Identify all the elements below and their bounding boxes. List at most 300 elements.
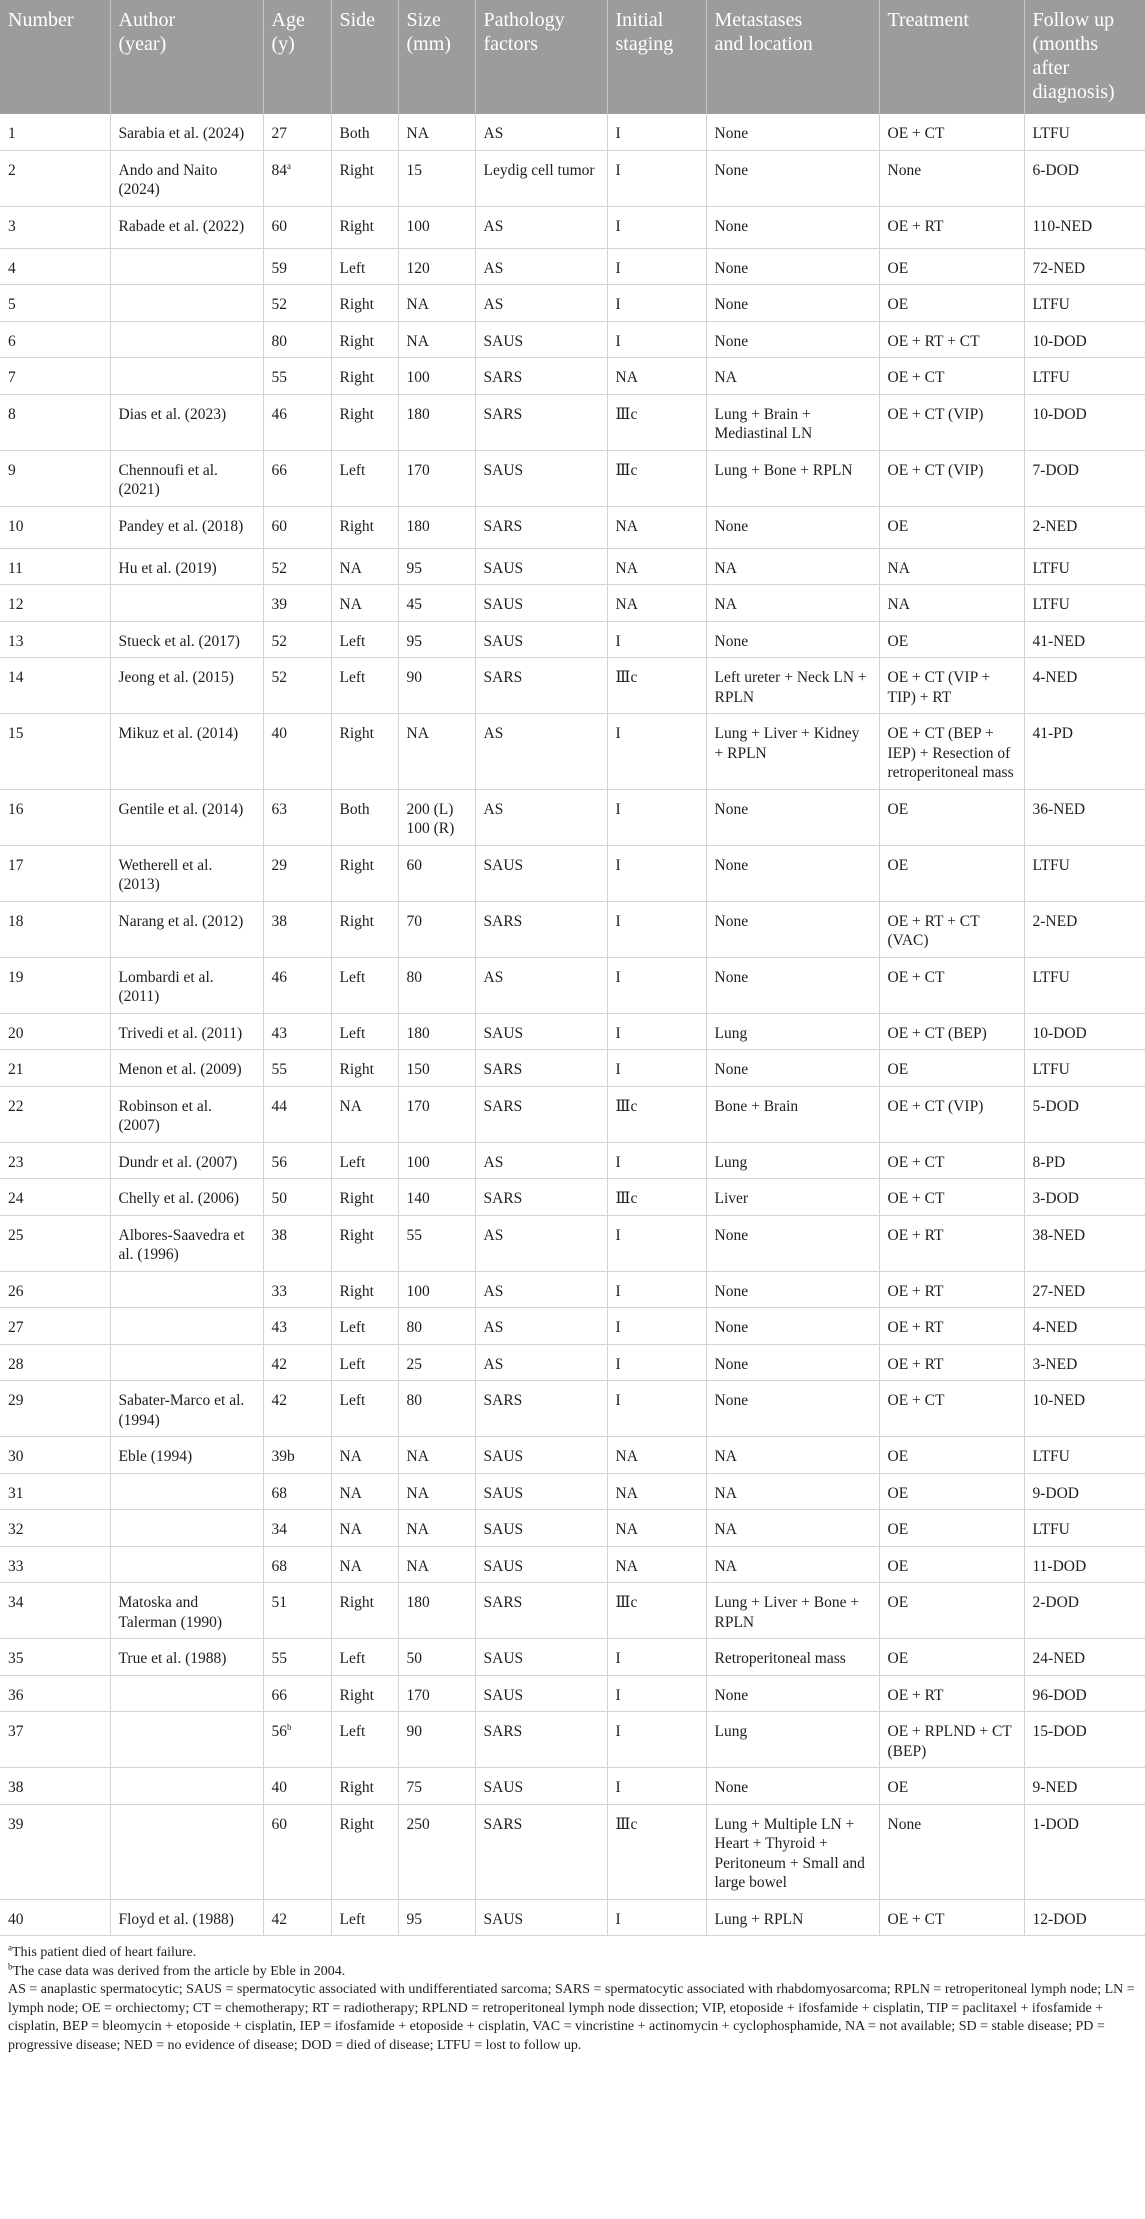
cell-age bbox=[263, 845, 331, 901]
cell-size: 95 bbox=[398, 1899, 475, 1936]
cell-treatment: OE + CT (BEP) bbox=[879, 1013, 1024, 1050]
cell-pathology: SARS bbox=[475, 1804, 607, 1899]
cell-staging: Ⅲc bbox=[607, 450, 706, 506]
cell-side: Left bbox=[331, 1344, 398, 1381]
cell-treatment: OE + CT (VIP + TIP) + RT bbox=[879, 658, 1024, 714]
age-value: 52 bbox=[271, 669, 287, 686]
table-row bbox=[0, 1510, 1145, 1547]
table-row bbox=[0, 1344, 1145, 1381]
table-row bbox=[0, 358, 1145, 395]
cell-treatment: OE bbox=[879, 1473, 1024, 1510]
cell-staging: NA bbox=[607, 506, 706, 548]
cell-metastases: NA bbox=[706, 548, 879, 585]
cell-followup: LTFU bbox=[1024, 285, 1145, 322]
age-value: 27 bbox=[271, 125, 287, 142]
cell-side: Right bbox=[331, 1583, 398, 1639]
cell-age bbox=[263, 1142, 331, 1179]
cell-number: 13 bbox=[0, 621, 110, 658]
cell-metastases: None bbox=[706, 150, 879, 206]
cell-followup: 36-NED bbox=[1024, 789, 1145, 845]
age-value: 42 bbox=[271, 1355, 287, 1373]
table-row bbox=[0, 150, 1145, 206]
cell-number: 16 bbox=[0, 789, 110, 845]
table-row bbox=[0, 1583, 1145, 1639]
table-row bbox=[0, 1639, 1145, 1676]
cell-number: 29 bbox=[0, 1381, 110, 1437]
cell-pathology: AS bbox=[475, 206, 607, 248]
cell-number: 38 bbox=[0, 1768, 110, 1805]
cell-size: 170 bbox=[398, 1675, 475, 1712]
cell-author: Eble (1994) bbox=[110, 1437, 263, 1474]
cell-age bbox=[263, 1050, 331, 1087]
cell-number: 8 bbox=[0, 394, 110, 450]
footnote bbox=[8, 1960, 1137, 1982]
cell-treatment: OE bbox=[879, 845, 1024, 901]
age-value: 68 bbox=[271, 1484, 287, 1502]
table-row bbox=[0, 1381, 1145, 1437]
age-value: 66 bbox=[271, 1686, 287, 1704]
cell-followup: 27-NED bbox=[1024, 1271, 1145, 1308]
cell-size: 100 bbox=[398, 1271, 475, 1308]
cell-staging: I bbox=[607, 248, 706, 285]
cell-followup: 3-DOD bbox=[1024, 1179, 1145, 1216]
table-row bbox=[0, 450, 1145, 506]
cell-pathology: SAUS bbox=[475, 1639, 607, 1676]
cell-staging: I bbox=[607, 206, 706, 248]
cell-pathology: SAUS bbox=[475, 621, 607, 658]
age-value: 66 bbox=[271, 461, 287, 479]
cell-side: Left bbox=[331, 621, 398, 658]
cell-followup: 10-DOD bbox=[1024, 394, 1145, 450]
cell-author: Chennoufi et al. (2021) bbox=[110, 450, 263, 506]
cell-pathology: AS bbox=[475, 1142, 607, 1179]
cell-age bbox=[263, 1804, 331, 1899]
cell-pathology: SAUS bbox=[475, 321, 607, 358]
cell-age bbox=[263, 1271, 331, 1308]
table-row bbox=[0, 845, 1145, 901]
cell-followup: LTFU bbox=[1024, 585, 1145, 622]
cell-side: Right bbox=[331, 358, 398, 395]
cell-author: Mikuz et al. (2014) bbox=[110, 714, 263, 790]
cell-age bbox=[263, 1712, 331, 1768]
cell-followup: 38-NED bbox=[1024, 1215, 1145, 1271]
column-header-staging: Initial staging bbox=[607, 0, 706, 114]
cell-number: 33 bbox=[0, 1546, 110, 1583]
cell-number: 36 bbox=[0, 1675, 110, 1712]
cell-pathology: SARS bbox=[475, 394, 607, 450]
cell-author: Stueck et al. (2017) bbox=[110, 621, 263, 658]
table-row bbox=[0, 1473, 1145, 1510]
cell-size: 95 bbox=[398, 621, 475, 658]
cell-treatment: OE bbox=[879, 1583, 1024, 1639]
footnote bbox=[8, 1944, 1137, 1963]
cell-followup: 96-DOD bbox=[1024, 1675, 1145, 1712]
cell-size: 170 bbox=[398, 1086, 475, 1142]
cell-treatment: OE + RT + CT bbox=[879, 321, 1024, 358]
footnote-mark: b bbox=[8, 1960, 13, 1971]
cell-treatment: OE bbox=[879, 285, 1024, 322]
cell-author bbox=[110, 1804, 263, 1899]
table-row bbox=[0, 1546, 1145, 1583]
cell-metastases: None bbox=[706, 1215, 879, 1271]
cell-author: Jeong et al. (2015) bbox=[110, 658, 263, 714]
cell-age bbox=[263, 450, 331, 506]
cell-metastases: None bbox=[706, 1308, 879, 1345]
cell-size: 180 bbox=[398, 1583, 475, 1639]
cell-followup: LTFU bbox=[1024, 1510, 1145, 1547]
age-value: 52 bbox=[271, 632, 287, 650]
cell-pathology: AS bbox=[475, 1271, 607, 1308]
cell-number: 9 bbox=[0, 450, 110, 506]
cell-treatment: OE + CT bbox=[879, 1899, 1024, 1936]
table-row bbox=[0, 621, 1145, 658]
cell-author bbox=[110, 248, 263, 285]
cell-treatment: OE + RT bbox=[879, 1215, 1024, 1271]
table-row bbox=[0, 957, 1145, 1013]
table-row bbox=[0, 506, 1145, 548]
cell-age bbox=[263, 1899, 331, 1936]
table-row bbox=[0, 1215, 1145, 1271]
cell-metastases: None bbox=[706, 845, 879, 901]
cell-size: 180 bbox=[398, 394, 475, 450]
cell-pathology: AS bbox=[475, 789, 607, 845]
cell-staging: I bbox=[607, 1142, 706, 1179]
table-row bbox=[0, 394, 1145, 450]
cell-followup: 7-DOD bbox=[1024, 450, 1145, 506]
cell-followup: 110-NED bbox=[1024, 206, 1145, 248]
cell-side: Left bbox=[331, 1381, 398, 1437]
cell-pathology: SARS bbox=[475, 1381, 607, 1437]
table-row bbox=[0, 714, 1145, 790]
cell-staging: I bbox=[607, 789, 706, 845]
cell-age bbox=[263, 248, 331, 285]
cell-staging: I bbox=[607, 1344, 706, 1381]
cell-side: Both bbox=[331, 789, 398, 845]
cell-treatment: OE + RT bbox=[879, 1675, 1024, 1712]
cell-age bbox=[263, 714, 331, 790]
cell-author bbox=[110, 1546, 263, 1583]
cell-age bbox=[263, 1437, 331, 1474]
cell-treatment: OE bbox=[879, 248, 1024, 285]
cell-metastases: NA bbox=[706, 1546, 879, 1583]
cell-followup: 41-NED bbox=[1024, 621, 1145, 658]
cell-number: 19 bbox=[0, 957, 110, 1013]
cell-pathology: SAUS bbox=[475, 548, 607, 585]
cell-size: 95 bbox=[398, 548, 475, 585]
cell-treatment: OE bbox=[879, 1546, 1024, 1583]
cell-number: 15 bbox=[0, 714, 110, 790]
cell-metastases: NA bbox=[706, 1473, 879, 1510]
cell-side: NA bbox=[331, 1473, 398, 1510]
cell-metastases: None bbox=[706, 1344, 879, 1381]
cell-staging: I bbox=[607, 114, 706, 150]
cell-size: 140 bbox=[398, 1179, 475, 1216]
cell-number: 30 bbox=[0, 1437, 110, 1474]
age-value: 51 bbox=[271, 1594, 287, 1611]
cell-author: Matoska and Talerman (1990) bbox=[110, 1583, 263, 1639]
cell-author bbox=[110, 321, 263, 358]
abbreviations-note: AS = anaplastic spermatocytic; SAUS = spermatocytic associated with undifferentiated sarcoma; SARS = spermatocytic associated with rhabdomyosarcoma; RPLN = retroperitoneal lymph node; LN = lymph node; OE = orchiectomy; CT = chemotherapy; RT = radiotherapy; RPLND = retroperitoneal lymph node dissection; VIP, etoposide + ifosfamide + cisplatin, TIP = paclitaxel + ifosfamide + cisplatin, BEP = bleomycin + etoposide + cisplatin, IEP = ifosfamide + etoposide + cisplatin, VAC = vincristine + actinomycin + cyclophosphamide, NA = not available; SD = stable disease; PD = progressive disease; NED = no evidence of disease; DOD = died of disease; LTFU = lost to follow up. bbox=[8, 1982, 1135, 2053]
cell-pathology: SAUS bbox=[475, 450, 607, 506]
cell-side: Right bbox=[331, 1271, 398, 1308]
cell-author: Robinson et al. (2007) bbox=[110, 1086, 263, 1142]
table-row bbox=[0, 1712, 1145, 1768]
cell-followup: 2-DOD bbox=[1024, 1583, 1145, 1639]
age-value: 39 bbox=[271, 596, 287, 613]
cell-pathology: AS bbox=[475, 248, 607, 285]
cell-author bbox=[110, 285, 263, 322]
cell-author: Ando and Naito (2024) bbox=[110, 150, 263, 206]
table-body bbox=[0, 114, 1145, 1936]
cell-size: 90 bbox=[398, 658, 475, 714]
cell-age bbox=[263, 621, 331, 658]
cell-number: 3 bbox=[0, 206, 110, 248]
cell-side: Right bbox=[331, 394, 398, 450]
cell-size: 60 bbox=[398, 845, 475, 901]
cell-staging: Ⅲc bbox=[607, 1583, 706, 1639]
table-row bbox=[0, 1675, 1145, 1712]
cell-pathology: SAUS bbox=[475, 1510, 607, 1547]
cell-metastases: Lung + Brain + Mediastinal LN bbox=[706, 394, 879, 450]
cell-author: Narang et al. (2012) bbox=[110, 901, 263, 957]
cell-side: Left bbox=[331, 658, 398, 714]
table-row bbox=[0, 1804, 1145, 1899]
cell-staging: NA bbox=[607, 548, 706, 585]
cell-staging: NA bbox=[607, 1510, 706, 1547]
cell-staging: I bbox=[607, 845, 706, 901]
cell-staging: I bbox=[607, 1013, 706, 1050]
table-row bbox=[0, 1179, 1145, 1216]
cell-followup: 9-DOD bbox=[1024, 1473, 1145, 1510]
column-header-treatment: Treatment bbox=[879, 0, 1024, 114]
age-value: 60 bbox=[271, 217, 287, 235]
age-value: 55 bbox=[271, 369, 287, 386]
cell-pathology: AS bbox=[475, 1308, 607, 1345]
table-row bbox=[0, 1142, 1145, 1179]
cell-size: 80 bbox=[398, 1308, 475, 1345]
cell-side: NA bbox=[331, 1510, 398, 1547]
column-header-author: Author (year) bbox=[110, 0, 263, 114]
cell-followup: 4-NED bbox=[1024, 1308, 1145, 1345]
cell-followup: 3-NED bbox=[1024, 1344, 1145, 1381]
cell-number: 5 bbox=[0, 285, 110, 322]
cell-size: 50 bbox=[398, 1639, 475, 1676]
cell-treatment: OE + CT bbox=[879, 1142, 1024, 1179]
cell-number: 6 bbox=[0, 321, 110, 358]
cell-staging: I bbox=[607, 1215, 706, 1271]
cell-staging: I bbox=[607, 957, 706, 1013]
cell-treatment: OE bbox=[879, 1437, 1024, 1474]
cell-treatment: None bbox=[879, 1804, 1024, 1899]
cell-metastases: Lung + Liver + Kidney + RPLN bbox=[706, 714, 879, 790]
cell-staging: I bbox=[607, 1768, 706, 1805]
cell-pathology: SARS bbox=[475, 1086, 607, 1142]
cell-size: 75 bbox=[398, 1768, 475, 1805]
cell-side: Left bbox=[331, 1899, 398, 1936]
cell-age bbox=[263, 658, 331, 714]
cell-side: Right bbox=[331, 1804, 398, 1899]
cell-age bbox=[263, 358, 331, 395]
cell-size: 180 bbox=[398, 1013, 475, 1050]
cell-size: 90 bbox=[398, 1712, 475, 1768]
age-value: 84 bbox=[271, 161, 287, 179]
cell-pathology: SARS bbox=[475, 1179, 607, 1216]
cell-staging: NA bbox=[607, 585, 706, 622]
cell-author bbox=[110, 1712, 263, 1768]
cell-author bbox=[110, 358, 263, 395]
cell-staging: I bbox=[607, 621, 706, 658]
cell-metastases: None bbox=[706, 506, 879, 548]
cell-size: 55 bbox=[398, 1215, 475, 1271]
cell-followup: 12-DOD bbox=[1024, 1899, 1145, 1936]
cell-side: Right bbox=[331, 321, 398, 358]
cell-metastases: NA bbox=[706, 358, 879, 395]
cell-size: 100 bbox=[398, 1142, 475, 1179]
cell-size: 45 bbox=[398, 585, 475, 622]
age-value: 43 bbox=[271, 1319, 287, 1336]
cell-author: Rabade et al. (2022) bbox=[110, 206, 263, 248]
cell-age bbox=[263, 285, 331, 322]
age-value: 43 bbox=[271, 1024, 287, 1042]
cell-pathology: SARS bbox=[475, 658, 607, 714]
cell-metastases: Lung + Multiple LN + Heart + Thyroid + Peritoneum + Small and large bowel bbox=[706, 1804, 879, 1899]
cell-age bbox=[263, 1179, 331, 1216]
cell-age bbox=[263, 1344, 331, 1381]
cell-age bbox=[263, 1675, 331, 1712]
cell-size: NA bbox=[398, 1546, 475, 1583]
cell-treatment: OE bbox=[879, 1639, 1024, 1676]
cell-side: Right bbox=[331, 285, 398, 322]
table-row bbox=[0, 548, 1145, 585]
table-notes bbox=[0, 1936, 1145, 2055]
cell-followup: 10-DOD bbox=[1024, 321, 1145, 358]
cell-number: 31 bbox=[0, 1473, 110, 1510]
cell-size: 80 bbox=[398, 957, 475, 1013]
cell-age bbox=[263, 957, 331, 1013]
age-value: 56 bbox=[271, 1153, 287, 1171]
cell-number: 11 bbox=[0, 548, 110, 585]
cell-treatment: OE + CT bbox=[879, 114, 1024, 150]
cell-age bbox=[263, 394, 331, 450]
cell-number: 37 bbox=[0, 1712, 110, 1768]
cell-metastases: None bbox=[706, 1050, 879, 1087]
footnote-marker: b bbox=[287, 1721, 292, 1732]
cell-number: 22 bbox=[0, 1086, 110, 1142]
table-row bbox=[0, 206, 1145, 248]
cell-author: True et al. (1988) bbox=[110, 1639, 263, 1676]
cell-side: NA bbox=[331, 548, 398, 585]
age-value: 40 bbox=[271, 725, 287, 742]
cell-staging: I bbox=[607, 1899, 706, 1936]
cell-age bbox=[263, 150, 331, 206]
cell-metastases: None bbox=[706, 957, 879, 1013]
cell-staging: I bbox=[607, 1675, 706, 1712]
age-value: 39b bbox=[271, 1448, 295, 1465]
cell-number: 27 bbox=[0, 1308, 110, 1345]
age-value: 52 bbox=[271, 296, 287, 313]
table-row bbox=[0, 1899, 1145, 1936]
cell-side: Both bbox=[331, 114, 398, 150]
cell-author: Gentile et al. (2014) bbox=[110, 789, 263, 845]
cell-pathology: SARS bbox=[475, 1050, 607, 1087]
cell-treatment: OE + RT bbox=[879, 1344, 1024, 1381]
cell-side: Left bbox=[331, 1308, 398, 1345]
cell-treatment: OE bbox=[879, 1510, 1024, 1547]
cell-number: 21 bbox=[0, 1050, 110, 1087]
cell-size: NA bbox=[398, 1437, 475, 1474]
cell-metastases: NA bbox=[706, 1510, 879, 1547]
cell-followup: 4-NED bbox=[1024, 658, 1145, 714]
cell-metastases: Retroperitoneal mass bbox=[706, 1639, 879, 1676]
cell-followup: LTFU bbox=[1024, 1050, 1145, 1087]
cell-number: 4 bbox=[0, 248, 110, 285]
table-row bbox=[0, 789, 1145, 845]
age-value: 44 bbox=[271, 1097, 287, 1115]
cell-followup: 6-DOD bbox=[1024, 150, 1145, 206]
age-value: 68 bbox=[271, 1557, 287, 1575]
cell-side: Right bbox=[331, 714, 398, 790]
age-value: 46 bbox=[271, 405, 287, 423]
cell-staging: I bbox=[607, 1050, 706, 1087]
age-value: 38 bbox=[271, 912, 287, 930]
age-value: 55 bbox=[271, 1061, 287, 1078]
cell-author: Wetherell et al. (2013) bbox=[110, 845, 263, 901]
age-value: 55 bbox=[271, 1650, 287, 1667]
cell-side: Right bbox=[331, 901, 398, 957]
cell-treatment: NA bbox=[879, 548, 1024, 585]
cell-pathology: AS bbox=[475, 114, 607, 150]
cell-author: Dundr et al. (2007) bbox=[110, 1142, 263, 1179]
table-row bbox=[0, 285, 1145, 322]
cell-pathology: Leydig cell tumor bbox=[475, 150, 607, 206]
cell-author bbox=[110, 585, 263, 622]
cell-author: Trivedi et al. (2011) bbox=[110, 1013, 263, 1050]
column-header-age: Age (y) bbox=[263, 0, 331, 114]
footnote-text: This patient died of heart failure. bbox=[12, 1945, 197, 1960]
cell-author: Floyd et al. (1988) bbox=[110, 1899, 263, 1936]
cell-staging: I bbox=[607, 1271, 706, 1308]
header-row bbox=[0, 0, 1145, 114]
cell-followup: 41-PD bbox=[1024, 714, 1145, 790]
cell-metastases: Lung bbox=[706, 1712, 879, 1768]
cell-staging: NA bbox=[607, 1473, 706, 1510]
cell-staging: Ⅲc bbox=[607, 658, 706, 714]
cell-staging: I bbox=[607, 1381, 706, 1437]
age-value: 33 bbox=[271, 1282, 287, 1300]
cell-side: Left bbox=[331, 248, 398, 285]
cell-metastases: NA bbox=[706, 1437, 879, 1474]
age-value: 56 bbox=[271, 1723, 287, 1740]
cell-treatment: None bbox=[879, 150, 1024, 206]
cell-pathology: SAUS bbox=[475, 1768, 607, 1805]
cell-age bbox=[263, 1583, 331, 1639]
cell-side: NA bbox=[331, 585, 398, 622]
cell-followup: 72-NED bbox=[1024, 248, 1145, 285]
cell-size: 250 bbox=[398, 1804, 475, 1899]
cell-pathology: SAUS bbox=[475, 1675, 607, 1712]
cell-staging: I bbox=[607, 901, 706, 957]
cell-author: Menon et al. (2009) bbox=[110, 1050, 263, 1087]
cell-side: Right bbox=[331, 1179, 398, 1216]
cell-metastases: Liver bbox=[706, 1179, 879, 1216]
cell-side: Right bbox=[331, 206, 398, 248]
cell-size: NA bbox=[398, 321, 475, 358]
age-value: 59 bbox=[271, 259, 287, 277]
cell-side: NA bbox=[331, 1546, 398, 1583]
cell-treatment: OE + CT (VIP) bbox=[879, 1086, 1024, 1142]
cell-metastases: None bbox=[706, 789, 879, 845]
age-value: 42 bbox=[271, 1910, 287, 1928]
